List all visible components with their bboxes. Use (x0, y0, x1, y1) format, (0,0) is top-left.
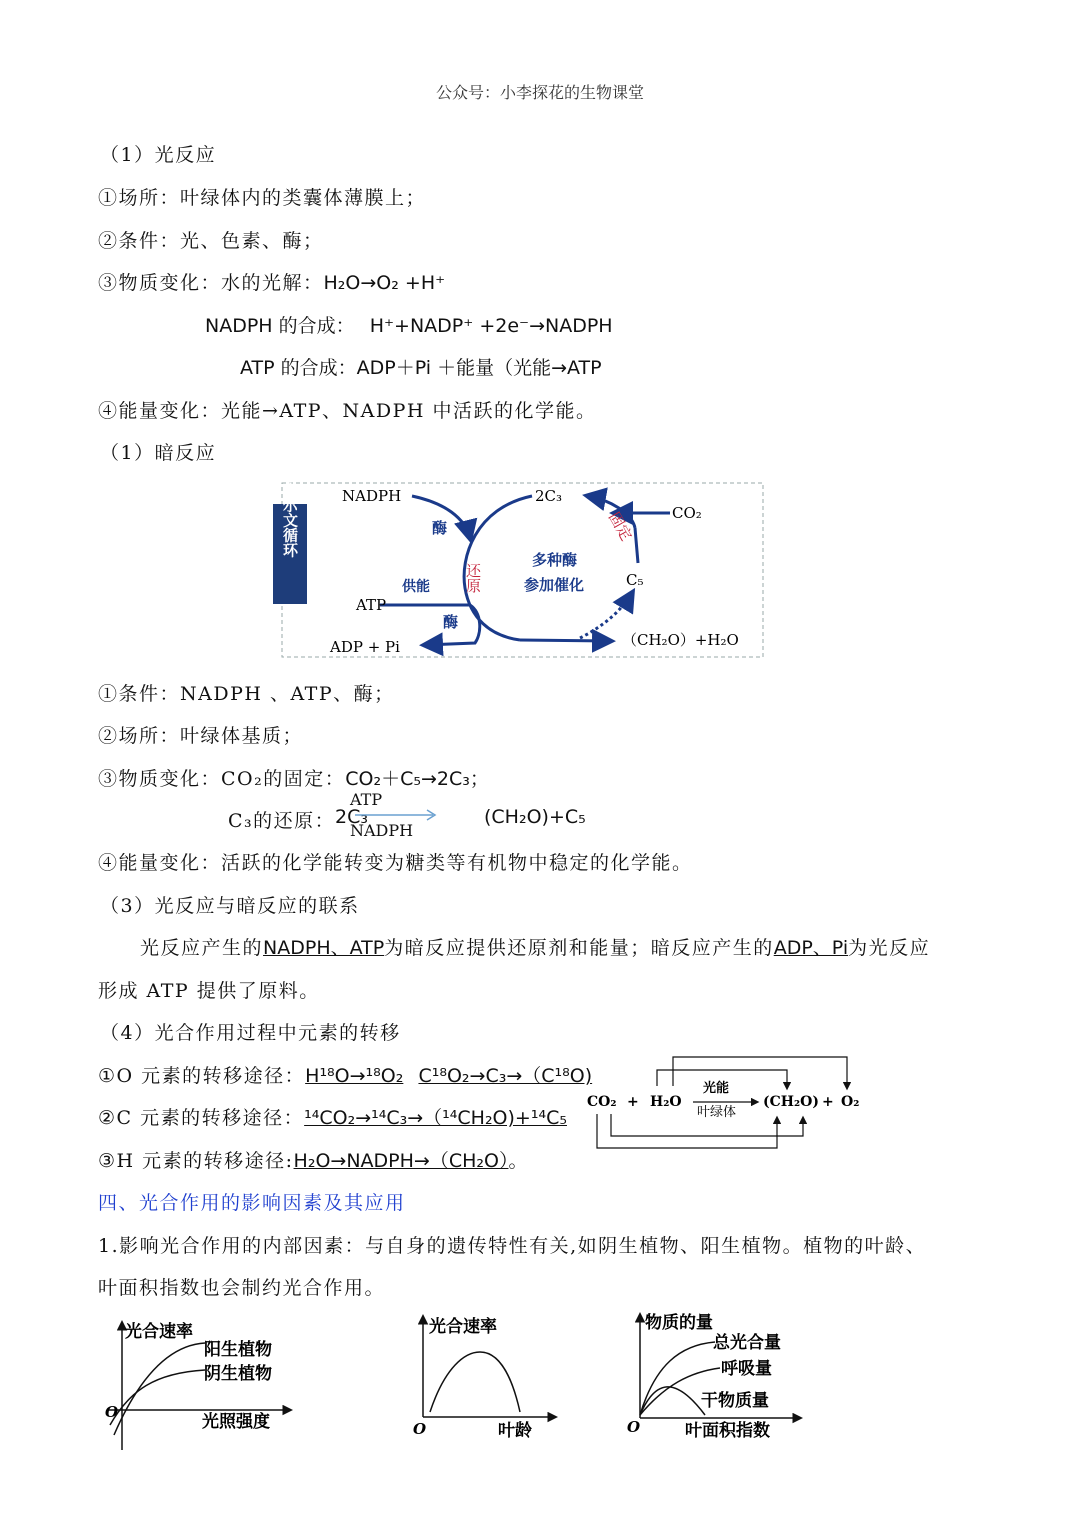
g3-ylabel: 物质的量 (645, 1313, 713, 1333)
g1-ylabel: 光合速率 (125, 1322, 193, 1342)
transfer-title: （4）光合作用过程中元素的转移 (100, 1022, 401, 1044)
two-c3-label: 2C₃ (535, 487, 563, 505)
dark-site: ②场所：叶绿体基质； (98, 725, 304, 747)
relation-text-c: 为光反应 (848, 937, 931, 959)
catalysis-label: 参加催化 (524, 576, 585, 594)
dark-reaction-title: （1）暗反应 (100, 442, 217, 464)
h-end: 。 (508, 1150, 529, 1172)
atp-label: ATP (356, 596, 387, 614)
td-ch2o: (CH₂O) (763, 1094, 819, 1110)
td-plus-2: + (822, 1094, 834, 1110)
product-arrow (520, 640, 610, 641)
calvin-cycle-diagram (270, 478, 770, 663)
light-site: ①场所：叶绿体内的类囊体薄膜上； (98, 187, 427, 209)
h-transfer (98, 1146, 529, 1173)
light-energy-change: ④能量变化：光能→ATP、NADPH 中活跃的化学能。 (98, 400, 597, 422)
section-4-paragraph-1: 1.影响光合作用的内部因素：与自身的遗传特性有关,如阴生植物、阳生植物。植物的叶龄、 (98, 1235, 927, 1257)
atp-label: ATP 的合成： (240, 357, 357, 379)
relation-paragraph-1 (140, 933, 930, 960)
section-4-paragraph-2: 叶面积指数也会制约光合作用。 (98, 1277, 386, 1299)
dark-fixation (98, 764, 489, 791)
td-o2: O₂ (841, 1094, 860, 1110)
g1-sun-plant-curve (114, 1343, 205, 1435)
td-chloroplast: 叶绿体 (697, 1105, 737, 1120)
nadph-label: NADPH 的合成： (205, 315, 355, 337)
section-4-title: 四、光合作用的影响因素及其应用 (98, 1192, 406, 1214)
relation-underline-1: NADPH、ATP (263, 937, 385, 959)
adp-label: ADP + Pi (330, 638, 400, 656)
reduction-nadph: NADPH (350, 821, 414, 840)
h-label: ③H 元素的转移途径: (98, 1150, 294, 1172)
c-path: ¹⁴CO₂→¹⁴C₃→（¹⁴CH₂O)+¹⁴C₅ (304, 1107, 567, 1129)
c5-label: C₅ (626, 571, 644, 589)
nadph-equation: H⁺+NADP⁺ +2e⁻→NADPH (369, 315, 613, 337)
supply-label: 供能 (402, 579, 430, 595)
relation-text-a: 光反应产生的 (140, 937, 264, 959)
matter-label: ③物质变化：水的光解： (98, 272, 324, 294)
g1-sun-label: 阳生植物 (204, 1340, 272, 1360)
reduction-label: 还原 (464, 563, 482, 593)
atp-synthesis (240, 353, 602, 380)
graph-leaf-age (405, 1312, 565, 1442)
enzyme-label-1: 酶 (432, 519, 448, 537)
relation-underline-2: ADP、Pi (773, 937, 849, 959)
fixation-equation: CO₂＋C₅→2C₃； (345, 768, 489, 790)
light-matter-change (98, 268, 445, 295)
g3-total-label: 总光合量 (713, 1333, 781, 1353)
c3-reduction-label: C₃的还原： (228, 810, 336, 832)
dark-energy-change: ④能量变化：活跃的化学能转变为糖类等有机物中稳定的化学能。 (98, 852, 693, 874)
relation-paragraph-2: 形成 ATP 提供了原料。 (98, 980, 320, 1002)
g3-dry-label: 干物质量 (701, 1391, 769, 1411)
td-light: 光能 (703, 1081, 730, 1096)
g3-origin: O (627, 1418, 641, 1436)
calvin-side-label: 卡尔文循环 (281, 482, 299, 558)
page-header: 公众号：小李探花的生物课堂 (435, 83, 644, 102)
multi-enzyme-label: 多种酶 (532, 551, 578, 569)
td-plus-1: + (627, 1094, 639, 1110)
g2-ylabel: 光合速率 (429, 1317, 497, 1337)
nadph-label: NADPH (342, 487, 402, 505)
dark-conditions: ①条件：NADPH 、ATP、酶； (98, 683, 395, 705)
o-transfer (98, 1061, 592, 1088)
reduction-from: 2C₃ (335, 806, 368, 828)
g3-resp-label: 呼吸量 (721, 1359, 772, 1379)
element-transfer-diagram (585, 1052, 875, 1157)
atp-equation: ADP＋Pi ＋能量（光能→ATP (356, 357, 602, 379)
g2-curve (430, 1352, 520, 1412)
photolysis-equation: H₂O→O₂ +H⁺ (323, 272, 446, 294)
c-transfer (98, 1103, 567, 1130)
g1-shade-plant-curve (110, 1370, 205, 1425)
g2-origin: O (413, 1420, 427, 1438)
relation-title: （3）光反应与暗反应的联系 (100, 895, 360, 917)
reduction-arrow (355, 808, 445, 822)
light-reaction-title: （1）光反应 (100, 144, 217, 166)
product-label: （CH₂O）+H₂O (622, 631, 739, 649)
o-path-1: H¹⁸O→¹⁸O₂ (305, 1065, 404, 1087)
td-h2o-to-o2 (673, 1057, 847, 1088)
g1-xlabel: 光照强度 (202, 1412, 270, 1432)
graph-leaf-area-index (625, 1310, 805, 1445)
td-co2-to-ch2o (597, 1114, 777, 1148)
graph-light-intensity (100, 1315, 300, 1455)
nadph-synthesis (205, 311, 613, 338)
td-co2: CO₂ (587, 1094, 617, 1110)
reduction-atp: ATP (350, 790, 383, 809)
co2-label: CO₂ (672, 504, 702, 522)
td-h2o: H₂O (650, 1094, 682, 1110)
h-path: H₂O→NADPH→（CH₂O） (293, 1150, 509, 1172)
light-conditions: ②条件：光、色素、酶； (98, 230, 324, 252)
g1-shade-label: 阴生植物 (204, 1364, 272, 1384)
fixation-text-label: ③物质变化：CO₂的固定： (98, 768, 346, 790)
enzyme-label-2: 酶 (443, 613, 459, 631)
g1-origin: O (105, 1403, 119, 1421)
o-label: ①O 元素的转移途径： (98, 1065, 306, 1087)
fixation-label: 固定 (604, 508, 636, 544)
c-label: ②C 元素的转移途径： (98, 1107, 305, 1129)
reduction-to: (CH₂O)+C₅ (484, 806, 586, 828)
relation-text-b: 为暗反应提供还原剂和能量；暗反应产生的 (384, 937, 774, 959)
o-path-2: C¹⁸O₂→C₃→（C¹⁸O) (418, 1065, 593, 1087)
g3-xlabel: 叶面积指数 (685, 1421, 770, 1441)
g2-xlabel: 叶龄 (498, 1421, 532, 1441)
